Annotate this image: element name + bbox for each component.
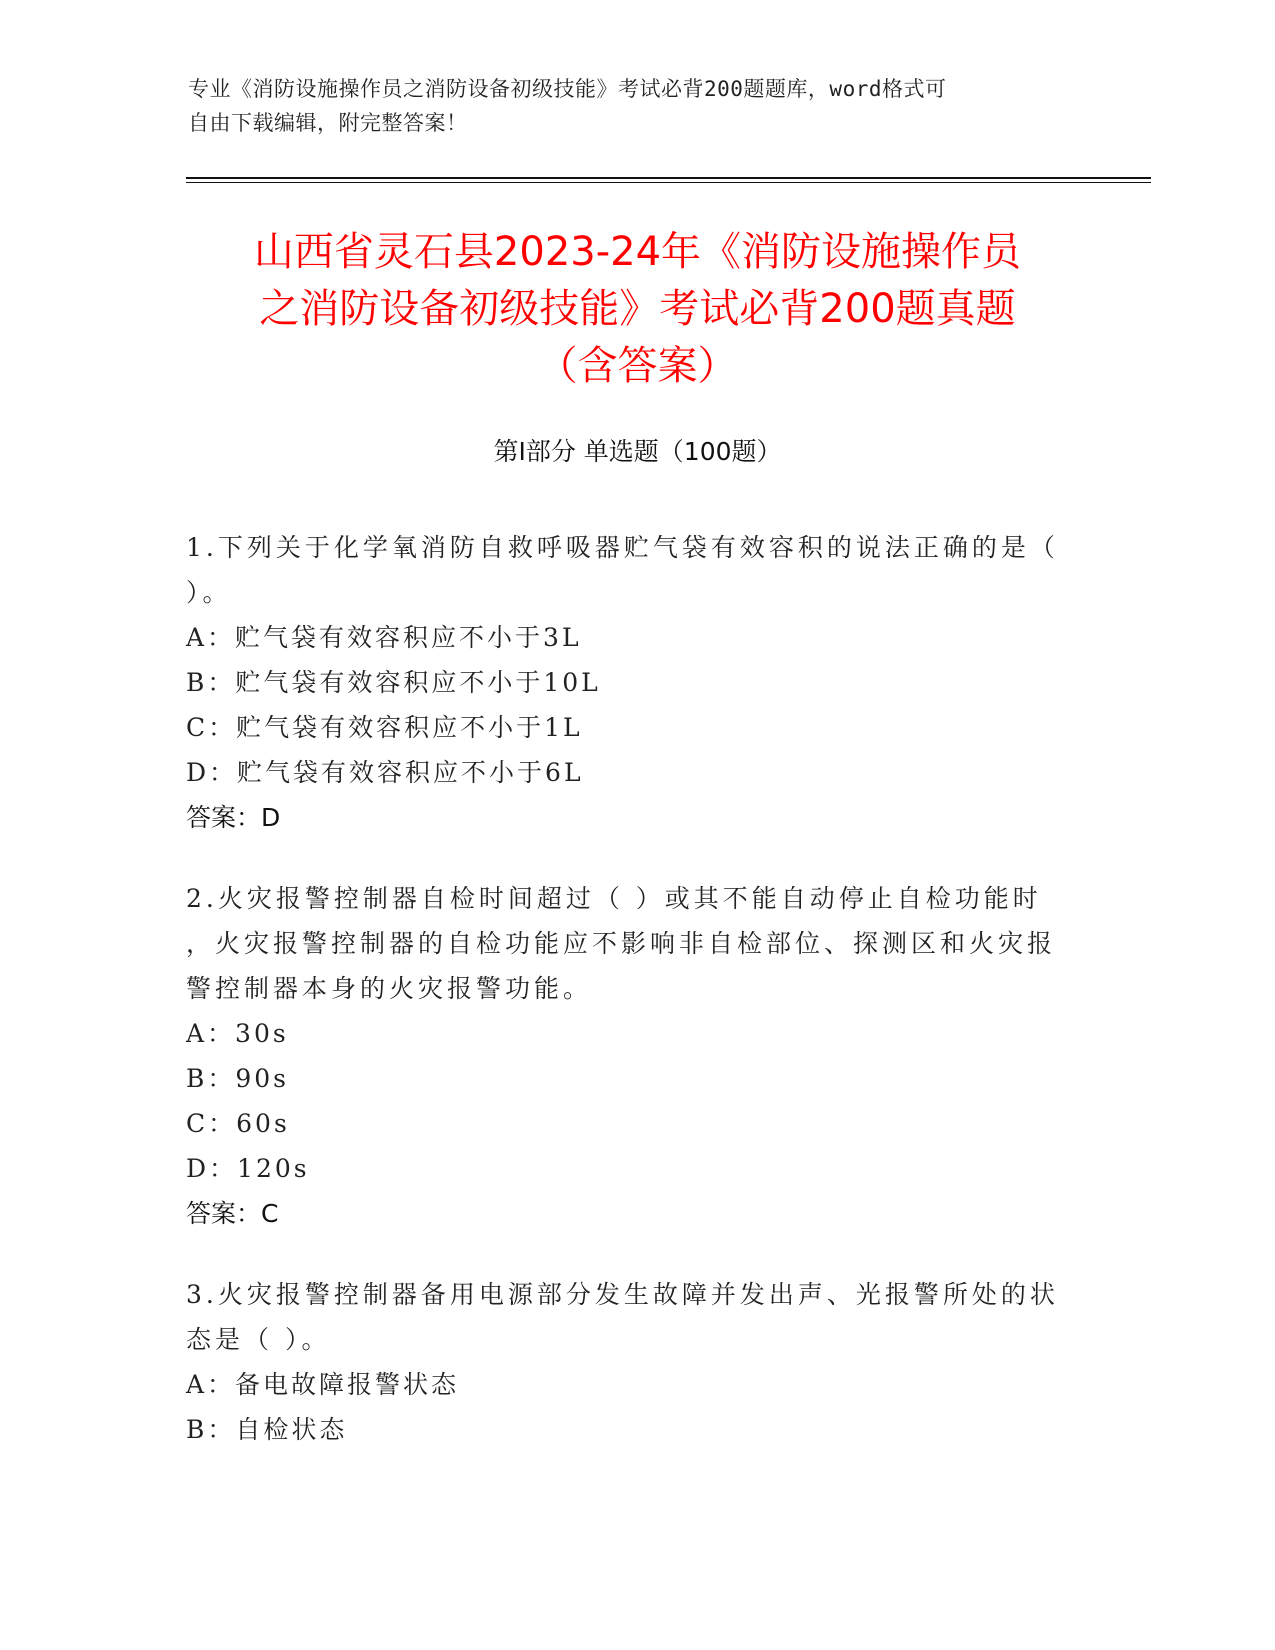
question-1-answer: 答案：D	[186, 803, 281, 832]
question-1-text-line-2: ）。	[186, 578, 232, 607]
question-2-text-line-3: 警控制器本身的火灾报警功能。	[186, 974, 593, 1003]
document-title-line-3: （含答案）	[537, 343, 738, 389]
question-2-option-d: D：120s	[186, 1154, 310, 1183]
question-2-text-line-1: 2.火灾报警控制器自检时间超过（ ）或其不能自动停止自检功能时	[186, 884, 1042, 913]
question-2-text-line-2: ，火灾报警控制器的自检功能应不影响非自检部位、探测区和火灾报	[186, 929, 1057, 958]
header-divider-thin	[186, 182, 1151, 183]
question-3-option-b: B：自检状态	[186, 1415, 348, 1444]
question-2-option-c: C：60s	[186, 1109, 290, 1138]
document-title-line-2: 之消防设备初级技能》考试必背200题真题	[259, 286, 1016, 332]
header-note	[188, 72, 1058, 140]
header-note-line-1: 专业《消防设施操作员之消防设备初级技能》考试必背200题题库，word格式可	[188, 77, 947, 101]
question-1-option-c: C：贮气袋有效容积应不小于1L	[186, 713, 583, 742]
header-divider-thick	[186, 177, 1151, 179]
question-2-answer: 答案：C	[186, 1199, 279, 1228]
header-note-line-2: 自由下载编辑，附完整答案！	[188, 111, 468, 135]
question-3	[186, 1272, 1066, 1452]
question-1-text-line-1: 1.下列关于化学氧消防自救呼吸器贮气袋有效容积的说法正确的是（	[186, 533, 1059, 562]
question-1-option-a: A：贮气袋有效容积应不小于3L	[186, 623, 582, 652]
question-2-option-b: B：90s	[186, 1064, 290, 1093]
question-2-option-a: A：30s	[186, 1019, 289, 1048]
question-3-text-line-1: 3.火灾报警控制器备用电源部分发生故障并发出声、光报警所处的状	[186, 1280, 1059, 1309]
document-title	[186, 224, 1089, 395]
question-2	[186, 876, 1066, 1236]
question-1	[186, 525, 1066, 840]
question-list	[186, 525, 1066, 1488]
question-1-option-d: D：贮气袋有效容积应不小于6L	[186, 758, 584, 787]
section-title: 第I部分 单选题（100题）	[493, 437, 782, 466]
question-3-text-line-2: 态是（ ）。	[186, 1325, 331, 1354]
question-3-option-a: A：备电故障报警状态	[186, 1370, 460, 1399]
document-title-line-1: 山西省灵石县2023-24年《消防设施操作员	[253, 229, 1022, 275]
question-1-option-b: B：贮气袋有效容积应不小于10L	[186, 668, 601, 697]
